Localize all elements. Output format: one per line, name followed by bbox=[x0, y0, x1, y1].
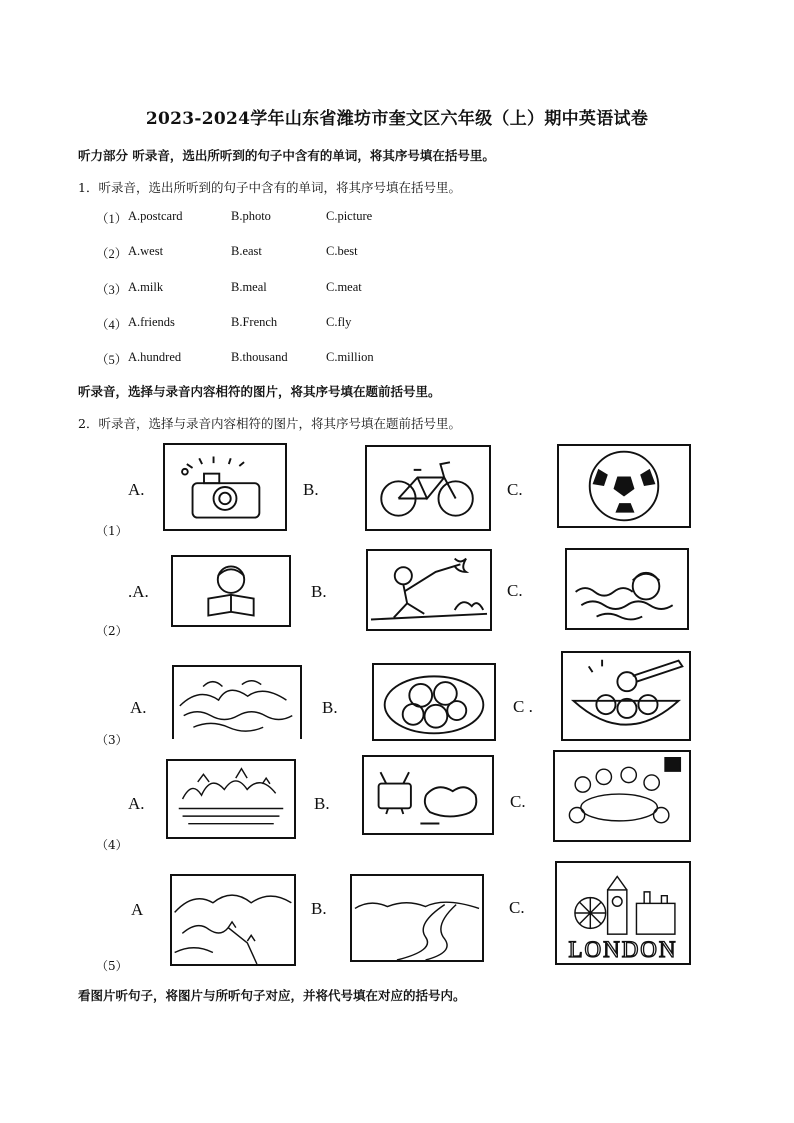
option-c: C.fly bbox=[326, 315, 352, 329]
label-a: A. bbox=[128, 794, 145, 813]
row-number: （2） bbox=[96, 247, 128, 261]
london-text: LONDON bbox=[568, 936, 678, 963]
camera-picture bbox=[163, 443, 287, 531]
option-a: A.postcard bbox=[128, 209, 183, 223]
tv-picture bbox=[362, 755, 494, 835]
option-c: C.meat bbox=[326, 280, 362, 294]
label-c: C. bbox=[507, 581, 523, 600]
football-picture bbox=[557, 444, 691, 528]
great-wall-picture bbox=[170, 874, 296, 966]
row-number: （3） bbox=[96, 733, 128, 747]
option-a: A.milk bbox=[128, 280, 164, 294]
option-c: C.picture bbox=[326, 209, 373, 223]
option-b: B.photo bbox=[231, 209, 271, 223]
label-c: C. bbox=[510, 792, 526, 811]
dumplings-picture bbox=[172, 665, 302, 739]
option-b: B.meal bbox=[231, 280, 267, 294]
label-a: A. bbox=[128, 480, 145, 499]
option-b: B.thousand bbox=[231, 350, 288, 364]
label-a: .A. bbox=[128, 582, 149, 601]
section-heading-matching: 看图片听句子，将图片与所听句子对应，并将代号填在对应的括号内。 bbox=[78, 988, 466, 1003]
option-a: A.friends bbox=[128, 315, 175, 329]
swimming-picture bbox=[565, 548, 689, 630]
mooncakes-picture bbox=[372, 663, 496, 741]
boy-reading-picture bbox=[171, 555, 291, 627]
row-number: （4） bbox=[96, 318, 128, 332]
row-number: （2） bbox=[96, 624, 128, 638]
label-b: B. bbox=[322, 698, 338, 717]
label-b: B. bbox=[303, 480, 319, 499]
option-b: B.east bbox=[231, 244, 262, 258]
question-2-stem: 2．听录音，选择与录音内容相符的图片，将其序号填在题前括号里。 bbox=[78, 416, 461, 431]
london-picture bbox=[555, 861, 691, 965]
river-picture bbox=[350, 874, 484, 962]
row-number: （1） bbox=[96, 524, 128, 538]
page-title: 2023-2024学年山东省潍坊市奎文区六年级（上）期中英语试卷 bbox=[145, 109, 649, 129]
label-c: C. bbox=[509, 898, 525, 917]
family-dinner-picture bbox=[553, 750, 691, 842]
label-b: B. bbox=[311, 899, 327, 918]
option-c: C.best bbox=[326, 244, 358, 258]
row-number: （1） bbox=[96, 212, 128, 226]
label-a: A bbox=[131, 900, 144, 919]
option-a: A.hundred bbox=[128, 350, 182, 364]
question-1-stem: 1．听录音，选出所听到的句子中含有的单词，将其序号填在括号里。 bbox=[78, 180, 461, 195]
label-a: A. bbox=[130, 698, 147, 717]
section-heading-listening: 听力部分 听录音，选出所听到的句子中含有的单词，将其序号填在括号里。 bbox=[78, 148, 495, 163]
tangyuan-picture bbox=[561, 651, 691, 741]
option-c: C.million bbox=[326, 350, 374, 364]
label-b: B. bbox=[314, 794, 330, 813]
label-c: C. bbox=[507, 480, 523, 499]
option-b: B.French bbox=[231, 315, 278, 329]
label-c: C . bbox=[513, 697, 533, 716]
row-number: （3） bbox=[96, 283, 128, 297]
label-b: B. bbox=[311, 582, 327, 601]
row-number: （5） bbox=[96, 959, 128, 973]
catching-butterfly-picture bbox=[366, 549, 492, 631]
row-number: （5） bbox=[96, 353, 128, 367]
fireworks-picture bbox=[166, 759, 296, 839]
row-number: （4） bbox=[96, 838, 128, 852]
bicycle-picture bbox=[365, 445, 491, 531]
option-a: A.west bbox=[128, 244, 164, 258]
section-heading-pictures: 听录音，选择与录音内容相符的图片，将其序号填在题前括号里。 bbox=[78, 384, 441, 399]
